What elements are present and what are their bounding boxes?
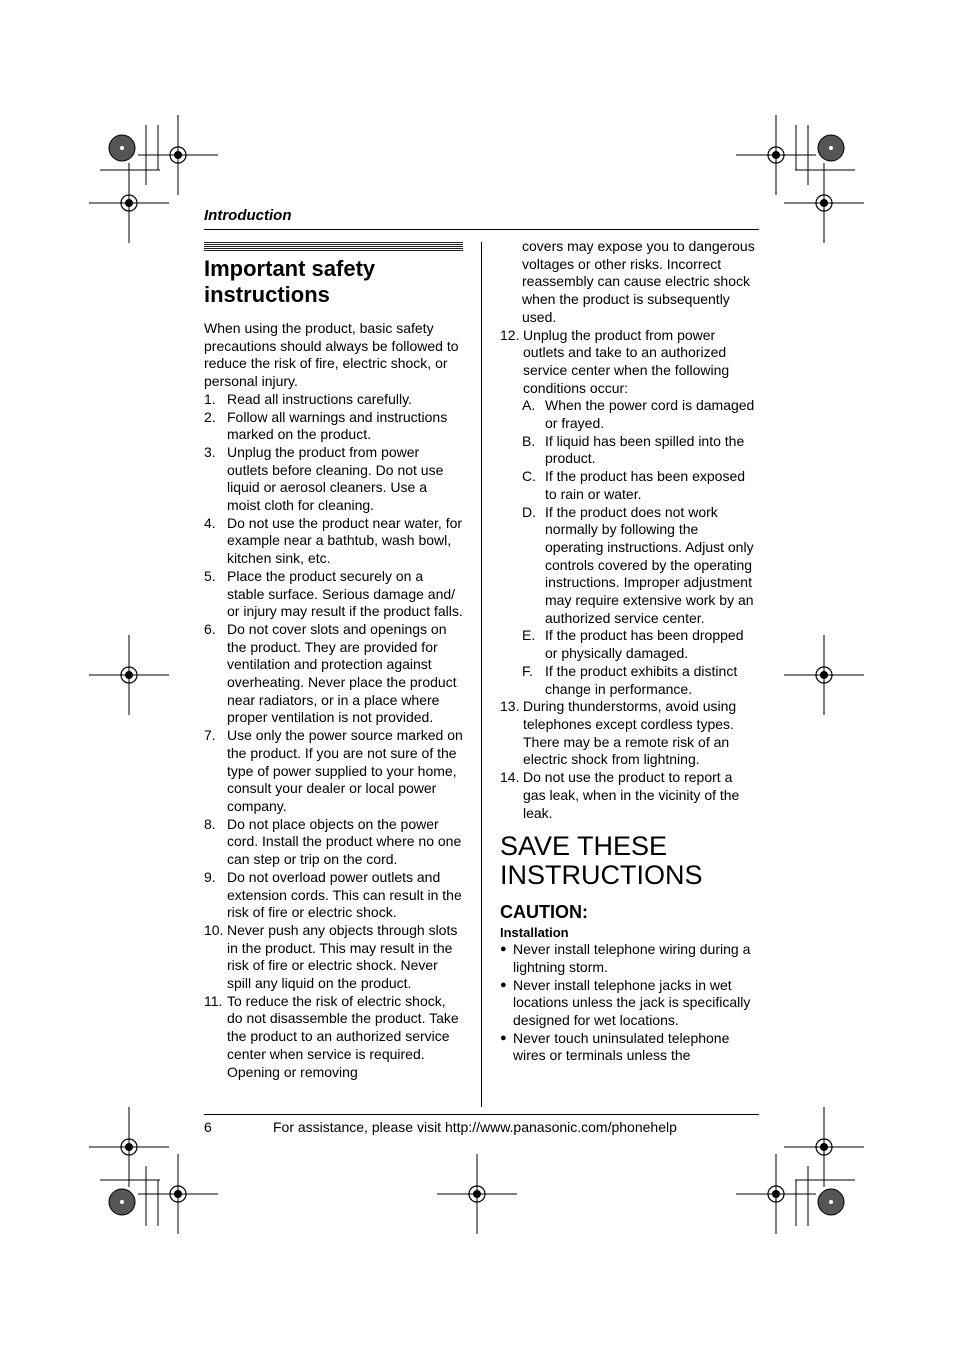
installation-subheading: Installation	[500, 925, 569, 941]
condition-item	[522, 663, 758, 698]
item-number: 14.	[500, 769, 520, 786]
condition-letter: C.	[522, 468, 536, 485]
left-column	[204, 320, 464, 1081]
title-stripe	[204, 242, 463, 252]
item-number: 12.	[500, 326, 520, 343]
condition-letter: E.	[522, 627, 536, 644]
item-text: Never push any objects through slots in the product. This may result in the risk of fire or electric shock. Never spill any liquid on the product.	[227, 921, 458, 992]
caution-heading: CAUTION:	[500, 902, 588, 923]
item-text: Do not use the product to report a gas leak, when in the vicinity of the leak.	[523, 769, 740, 821]
item-text: Follow all warnings and instructions marked on the product.	[227, 408, 448, 443]
item-number: 2.	[204, 408, 216, 425]
item-text: During thunderstorms, avoid using telephones except cordless types. There may be a remote risk of an electric shock from lightning.	[523, 698, 737, 768]
bullet-text: Never touch uninsulated telephone wires or terminals unless the	[513, 1029, 730, 1064]
condition-text: If the product does not work normally by following the operating instructions. Adjust only controls covered by the operating instructions. Improper adjustment may require extensive work by an authorized service center.	[545, 503, 754, 626]
item-number: 13.	[500, 698, 520, 715]
assistance-link-text: For assistance, please visit http://www.panasonic.com/phonehelp	[273, 1119, 677, 1135]
item-number: 10.	[204, 921, 224, 938]
item-text: Unplug the product from power outlets and take to an authorized service center when the following conditions occur:	[523, 326, 730, 396]
bullet-text: Never install telephone jacks in wet locations unless the jack is specifically designed for wet locations.	[513, 976, 751, 1029]
footer-rule	[204, 1114, 759, 1115]
condition-text: If the product has been dropped or physically damaged.	[545, 627, 744, 662]
page-number: 6	[204, 1119, 212, 1135]
condition-text: If liquid has been spilled into the product.	[545, 432, 745, 467]
section-label: Introduction	[204, 207, 292, 224]
bullet-item	[500, 1030, 758, 1065]
bullet-icon: ●	[500, 978, 507, 991]
list-item	[204, 391, 464, 409]
instruction-list	[204, 391, 464, 1081]
list-item	[204, 727, 464, 816]
item-text: Do not place objects on the power cord. Install the product where no one can step or trip on the cord.	[227, 815, 462, 868]
bullet-icon: ●	[500, 943, 507, 956]
list-item	[204, 922, 464, 993]
continuation-text: covers may expose you to dangerous voltages or other risks. Incorrect reassembly can cause electric shock when the product is subsequently used.	[522, 238, 755, 325]
condition-text: If the product has been exposed to rain or water.	[545, 468, 746, 502]
list-item	[204, 816, 464, 869]
condition-item	[522, 504, 758, 628]
item-number: 4.	[204, 514, 216, 531]
list-item	[204, 515, 464, 568]
item-text: Unplug the product from power outlets before cleaning. Do not use liquid or aerosol cleaners. Use a moist cloth for cleaning.	[227, 443, 444, 514]
item-number: 6.	[204, 620, 216, 637]
column-divider	[481, 242, 482, 1107]
condition-letter: A.	[522, 397, 536, 414]
save-instructions-heading: SAVE THESE INSTRUCTIONS	[500, 831, 703, 891]
condition-item	[522, 627, 758, 662]
caution-bullet-list	[500, 941, 758, 1065]
item-text: Do not cover slots and openings on the product. They are provided for ventilation and protection against overheating. Never place the product near radiators, or in a place where proper ventilation is not provided.	[227, 620, 457, 726]
item-number: 9.	[204, 868, 216, 885]
item-text: Do not use the product near water, for example near a bathtub, wash bowl, kitchen sink, etc.	[227, 514, 463, 567]
item-number: 5.	[204, 567, 216, 584]
list-item	[500, 327, 758, 398]
item-number: 7.	[204, 727, 216, 744]
condition-list	[500, 397, 758, 698]
list-item	[204, 409, 464, 444]
list-item	[204, 621, 464, 727]
condition-letter: F.	[522, 662, 533, 679]
list-item	[500, 698, 758, 769]
item-text: Do not overload power outlets and extension cords. This can result in the risk of fire or electric shock.	[227, 868, 462, 921]
header-rule	[204, 229, 759, 230]
condition-item	[522, 397, 758, 432]
condition-letter: D.	[522, 503, 536, 520]
item-number: 3.	[204, 443, 216, 460]
intro-text: When using the product, basic safety precautions should always be followed to reduce the risk of fire, electric shock, or personal injury.	[204, 320, 459, 390]
bullet-item	[500, 941, 758, 976]
condition-letter: B.	[522, 432, 536, 449]
list-item	[204, 444, 464, 515]
condition-text: If the product exhibits a distinct change in performance.	[545, 662, 738, 697]
item-number: 1.	[204, 390, 216, 407]
bullet-icon: ●	[500, 1031, 507, 1044]
list-item	[204, 869, 464, 922]
item-text: Read all instructions carefully.	[227, 390, 412, 407]
condition-item	[522, 433, 758, 468]
right-column	[500, 238, 758, 1065]
item-text: To reduce the risk of electric shock, do not disassemble the product. Take the product to an authorized service center when service is required. Opening or removing	[227, 992, 459, 1080]
item-number: 11.	[204, 992, 223, 1009]
item-text: Place the product securely on a stable surface. Serious damage and/ or injury may result if the product falls.	[227, 567, 463, 620]
list-item	[204, 568, 464, 621]
list-item	[500, 769, 758, 822]
item-text: Use only the power source marked on the product. If you are not sure of the type of power supplied to your home, consult your dealer or local power company.	[227, 727, 463, 814]
page-title: Important safety instructions	[204, 256, 376, 307]
bullet-item	[500, 977, 758, 1030]
condition-text: When the power cord is damaged or frayed.	[545, 397, 755, 432]
list-item	[204, 993, 464, 1082]
condition-item	[522, 468, 758, 503]
bullet-text: Never install telephone wiring during a lightning storm.	[513, 941, 751, 975]
item-number: 8.	[204, 815, 216, 832]
